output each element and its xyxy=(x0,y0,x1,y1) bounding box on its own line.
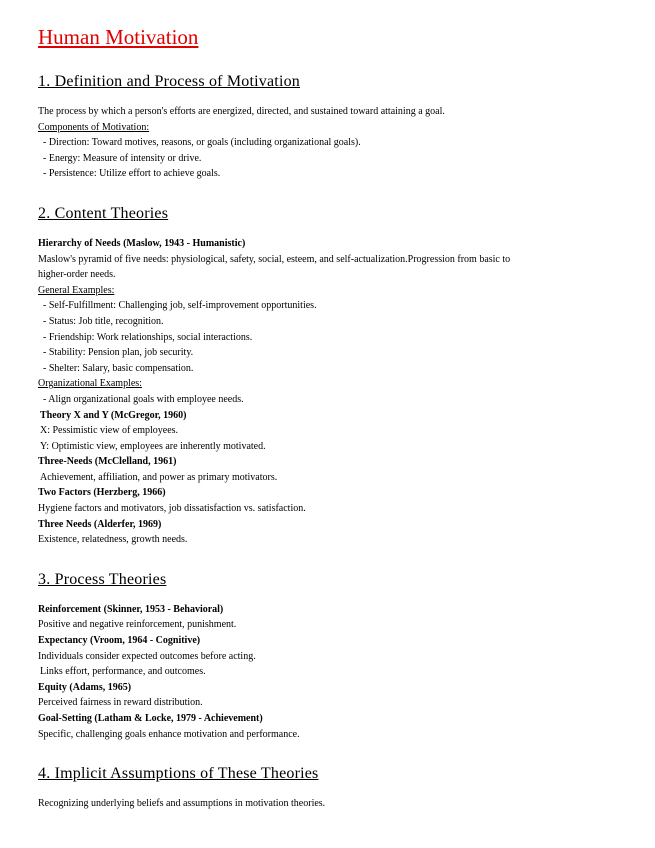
maslow-desc-line1: Maslow's pyramid of five needs: physiological, safety, social, esteem, and self-actualization.Progression from basic to xyxy=(38,253,511,265)
locke-desc: Specific, challenging goals enhance motivation and performance. xyxy=(38,728,300,740)
list-item: - Shelter: Salary, basic compensation. xyxy=(43,362,194,374)
list-item: - Persistence: Utilize effort to achieve goals. xyxy=(43,168,221,180)
section-definition xyxy=(38,72,618,182)
mcgregor-y: Y: Optimistic view, employees are inherently motivated. xyxy=(40,440,266,452)
section-content-theories xyxy=(38,204,618,548)
components-label: Components of Motivation: xyxy=(38,121,150,133)
theory-title-herzberg: Two Factors (Herzberg, 1966) xyxy=(38,487,166,499)
section-implicit-assumptions xyxy=(38,764,618,812)
section-process-theories xyxy=(38,570,618,742)
organizational-examples-label: Organizational Examples: xyxy=(38,378,142,390)
assumptions-desc: Recognizing underlying beliefs and assumptions in motivation theories. xyxy=(38,798,326,810)
definition-text: The process by which a person's efforts are energized, directed, and sustained toward attaining a goal. xyxy=(38,106,445,117)
theory-title-locke: Goal-Setting (Latham & Locke, 1979 - Achievement) xyxy=(38,713,263,724)
theory-title-adams: Equity (Adams, 1965) xyxy=(38,681,132,693)
adams-desc: Perceived fairness in reward distribution. xyxy=(38,697,203,709)
section-heading-assumptions: 4. Implicit Assumptions of These Theories xyxy=(38,765,319,783)
list-item: - Direction: Toward motives, reasons, or goals (including organizational goals). xyxy=(43,137,361,149)
theory-title-mcgregor: Theory X and Y (McGregor, 1960) xyxy=(40,409,187,421)
document-page xyxy=(38,24,618,834)
list-item: - Stability: Pension plan, job security. xyxy=(43,347,194,359)
page-title: Human Motivation xyxy=(38,25,199,49)
list-item: - Energy: Measure of intensity or drive. xyxy=(43,152,202,164)
maslow-desc-line2: higher-order needs. xyxy=(38,269,116,281)
vroom-desc-line2: Links effort, performance, and outcomes. xyxy=(40,666,206,678)
mcgregor-x: X: Pessimistic view of employees. xyxy=(40,425,179,437)
list-item: - Self-Fulfillment: Challenging job, self-improvement opportunities. xyxy=(43,300,317,312)
theory-title-maslow: Hierarchy of Needs (Maslow, 1943 - Humanistic) xyxy=(38,237,246,249)
list-item: - Friendship: Work relationships, social interactions. xyxy=(43,331,253,343)
theory-title-mcclelland: Three-Needs (McClelland, 1961) xyxy=(38,456,177,468)
theory-title-vroom: Expectancy (Vroom, 1964 - Cognitive) xyxy=(38,635,201,647)
alderfer-desc: Existence, relatedness, growth needs. xyxy=(38,534,188,546)
section-heading-definition: 1. Definition and Process of Motivation xyxy=(38,73,300,90)
skinner-desc: Positive and negative reinforcement, punishment. xyxy=(38,619,237,631)
list-item: - Status: Job title, recognition. xyxy=(43,315,164,327)
mcclelland-desc: Achievement, affiliation, and power as primary motivators. xyxy=(40,471,278,483)
section-heading-content: 2. Content Theories xyxy=(38,204,169,222)
theory-title-skinner: Reinforcement (Skinner, 1953 - Behavioral) xyxy=(38,603,224,615)
list-item: - Align organizational goals with employee needs. xyxy=(43,393,244,405)
herzberg-desc: Hygiene factors and motivators, job dissatisfaction vs. satisfaction. xyxy=(38,503,306,515)
vroom-desc-line1: Individuals consider expected outcomes before acting. xyxy=(38,650,256,662)
section-heading-process: 3. Process Theories xyxy=(38,570,167,588)
general-examples-label: General Examples: xyxy=(38,284,115,296)
theory-title-alderfer: Three Needs (Alderfer, 1969) xyxy=(38,518,162,530)
